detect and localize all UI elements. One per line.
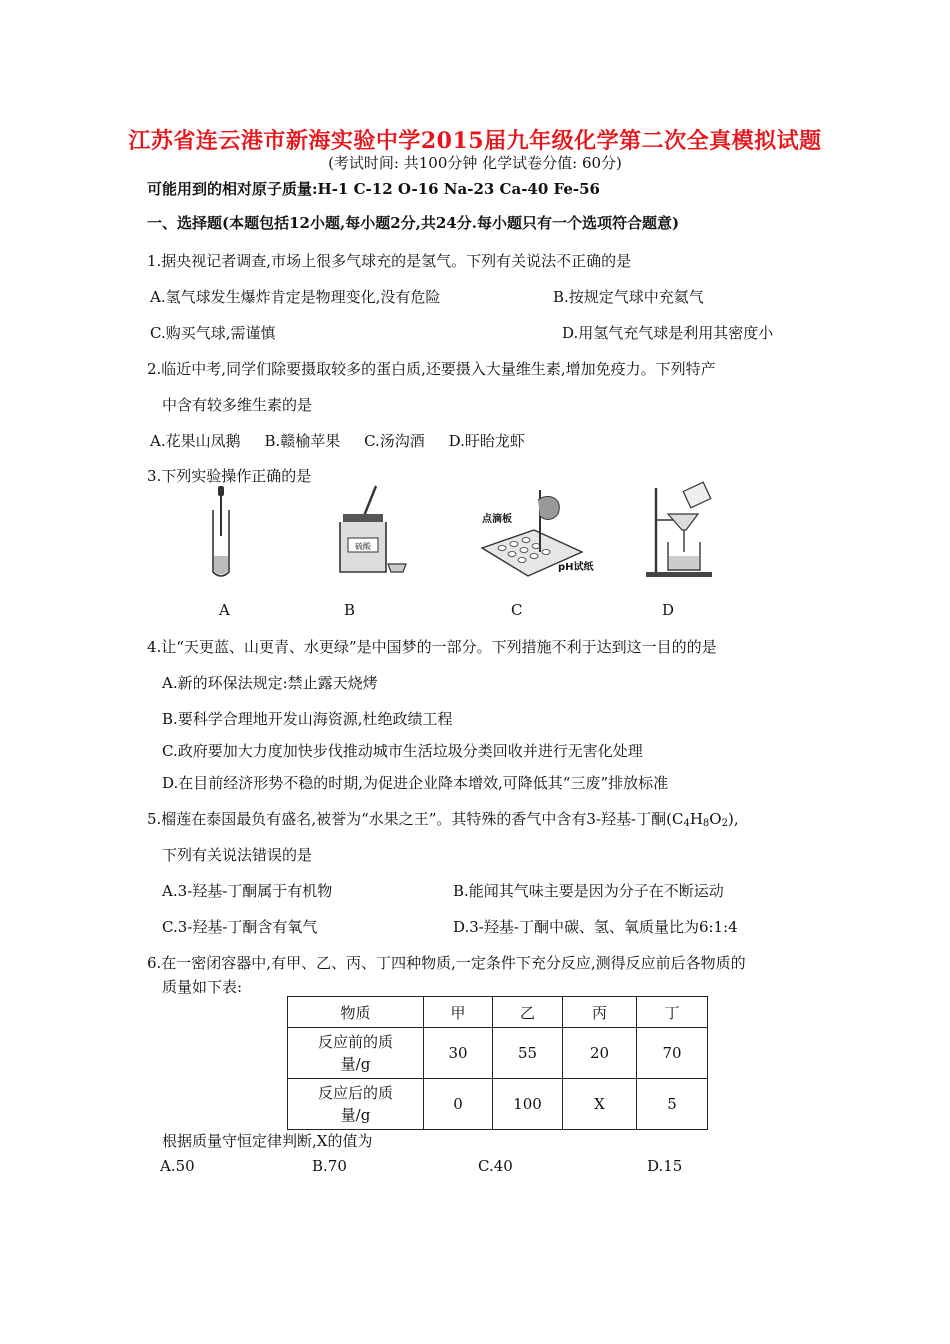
atomic-mass-line: 可能用到的相对原子质量:H-1 C-12 O-16 Na-23 Ca-40 Fe-56 — [147, 180, 600, 198]
figure-d-filtration — [640, 480, 720, 580]
table-cell: 70 — [637, 1028, 708, 1079]
exam-title: 江苏省连云港市新海实验中学2015届九年级化学第二次全真模拟试题 — [128, 128, 822, 154]
q6-option-b: B.70 — [312, 1157, 347, 1175]
q6-stem-line1: 6.在一密闭容器中,有甲、乙、丙、丁四种物质,一定条件下充分反应,测得反应前后各物质的 — [147, 954, 746, 972]
q1-option-c: C.购买气球,需谨慎 — [150, 324, 276, 342]
q1-option-b: B.按规定气球中充氦气 — [553, 288, 704, 306]
q4-option-a: A.新的环保法规定:禁止露天烧烤 — [162, 674, 378, 692]
figure-label-c: C — [511, 601, 523, 619]
figure-c-label-plate: 点滴板 — [482, 514, 512, 525]
table-cell: 反应前的质量/g — [288, 1028, 424, 1079]
q5-stem-line2: 下列有关说法错误的是 — [162, 846, 313, 864]
q2-options: A.花果山凤鹅 B.赣榆苹果 C.汤沟酒 D.盱眙龙虾 — [150, 432, 525, 450]
table-header-cell: 物质 — [288, 997, 424, 1028]
q6-mass-table — [287, 996, 708, 1130]
table-cell: 30 — [424, 1028, 493, 1079]
q5-stem-line1: 5.榴莲在泰国最负有盛名,被誉为“水果之王”。其特殊的香气中含有3-羟基-丁酮$(C_4H_8O_2)$, — [147, 810, 739, 829]
table-cell: X — [563, 1079, 637, 1130]
q4-option-d: D.在目前经济形势不稳的时期,为促进企业降本增效,可降低其“三废”排放标准 — [162, 774, 669, 792]
figure-b-reagent-bottle — [330, 480, 410, 580]
figure-a-test-tube-dropper — [205, 480, 245, 580]
table-cell: 0 — [424, 1079, 493, 1130]
q4-stem: 4.让“天更蓝、山更青、水更绿”是中国梦的一部分。下列措施不利于达到这一目的的是 — [147, 638, 717, 656]
table-row — [288, 1028, 708, 1079]
figure-label-d: D — [662, 601, 675, 619]
table-header-cell: 丁 — [637, 997, 708, 1028]
section-heading: 一、选择题(本题包括12小题,每小题2分,共24分.每小题只有一个选项符合题意) — [147, 214, 680, 232]
q6-option-c: C.40 — [478, 1157, 513, 1175]
q6-stem-line2: 质量如下表: — [162, 978, 243, 996]
table-cell: 5 — [637, 1079, 708, 1130]
q1-option-d: D.用氢气充气球是利用其密度小 — [562, 324, 774, 342]
table-cell: 20 — [563, 1028, 637, 1079]
exam-subtitle: (考试时间: 共100分钟 化学试卷分值: 60分) — [328, 154, 622, 172]
q4-option-c: C.政府要加大力度加快步伐推动城市生活垃圾分类回收并进行无害化处理 — [162, 742, 643, 760]
q2-stem-line2: 中含有较多维生素的是 — [162, 396, 313, 414]
table-cell: 反应后的质量/g — [288, 1079, 424, 1130]
table-cell: 100 — [493, 1079, 563, 1130]
table-header-row — [288, 997, 708, 1028]
figure-c-spot-plate-ph — [478, 480, 594, 580]
q1-option-a: A.氢气球发生爆炸肯定是物理变化,没有危险 — [150, 288, 441, 306]
table-header-cell: 甲 — [424, 997, 493, 1028]
q1-stem: 1.据央视记者调查,市场上很多气球充的是氢气。下列有关说法不正确的是 — [147, 252, 632, 270]
figure-label-b: B — [344, 601, 356, 619]
q6-ask: 根据质量守恒定律判断,X的值为 — [162, 1132, 373, 1150]
q5-option-a: A.3-羟基-丁酮属于有机物 — [162, 882, 333, 900]
figure-label-a: A — [219, 601, 230, 619]
table-row — [288, 1079, 708, 1130]
table-cell: 55 — [493, 1028, 563, 1079]
q5-option-d: D.3-羟基-丁酮中碳、氢、氧质量比为6:1:4 — [453, 918, 738, 936]
q3-stem: 3.下列实验操作正确的是 — [147, 467, 312, 485]
figure-b-label: 硫酸 — [355, 542, 371, 551]
q6-option-a: A.50 — [160, 1157, 195, 1175]
q6-option-d: D.15 — [647, 1157, 683, 1175]
q2-stem-line1: 2.临近中考,同学们除要摄取较多的蛋白质,还要摄入大量维生素,增加免疫力。下列特产 — [147, 360, 716, 378]
q5-option-b: B.能闻其气味主要是因为分子在不断运动 — [453, 882, 724, 900]
figure-c-label-ph: pH试纸 — [558, 562, 594, 573]
q4-option-b: B.要科学合理地开发山海资源,杜绝政绩工程 — [162, 710, 453, 728]
table-header-cell: 丙 — [563, 997, 637, 1028]
table-header-cell: 乙 — [493, 997, 563, 1028]
q5-option-c: C.3-羟基-丁酮含有氧气 — [162, 918, 318, 936]
